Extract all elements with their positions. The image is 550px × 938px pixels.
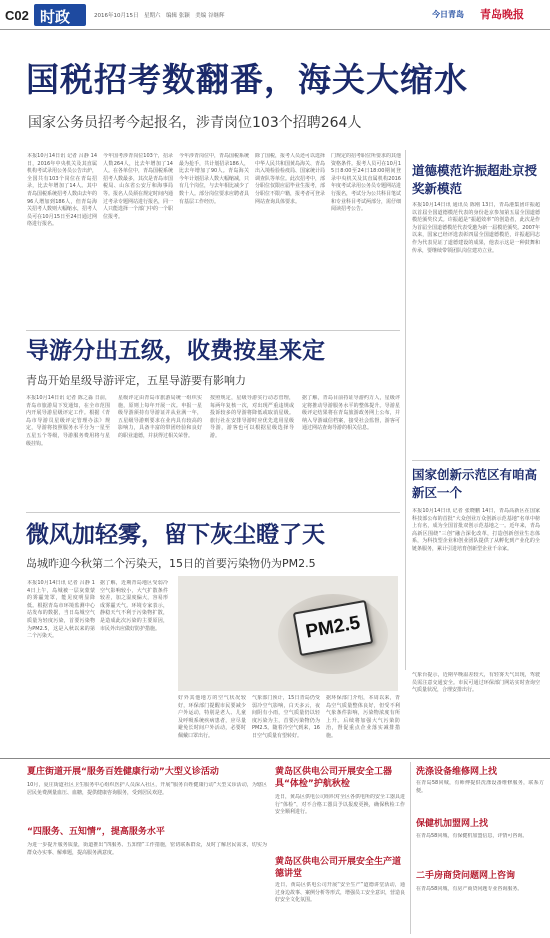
bottom-item-3-title: 黄岛区供电公司开展安全工器具“体检”护航秋检 bbox=[275, 767, 393, 789]
article2-col-4: 据了解，青岛目前持证导游约万人，星级评定将推动导游服务水平的整体提升。导游星级评定结果将在青岛旅游政务网上公布，并纳入导游诚信档案，接受社会监督，游客可通过网站查询导游的相关信息。 bbox=[302, 395, 400, 432]
bottom-item-2-body: 为进一步提升服务质量，街道推出“四服务、五知情”工作措施，密切联系群众，及时了解居民需求，切实为群众办实事、解难题，提高服务满意度。 bbox=[27, 842, 267, 856]
pm25-label: PM2.5 bbox=[304, 612, 362, 643]
article3-divider bbox=[26, 512, 400, 513]
article3-col-5: 据环保部门介绍，本周以来，青岛空气质量整体良好，但受不利气象条件影响，污染物浓度有所上升。后续将加强大气污染防治，督促重点企业落实减排措施。 bbox=[326, 695, 400, 739]
brand-label: 今日青岛 bbox=[432, 10, 464, 19]
bottom-item-2-title: “四服务、五知情”，提高服务水平 bbox=[27, 827, 165, 837]
bottom-item-6-title: 保健机加盟网上找 bbox=[416, 819, 489, 829]
bottom-item-4-body: 近日，黄岛区供电公司开展“安全生产”道德讲堂活动，通过身边故事、案例分析等形式，增强员工安全意识，营造良好安全文化氛围。 bbox=[275, 882, 405, 904]
bottom-item-1-body: 10月，夏庄街道社区卫生服务中心组织医护人员深入社区，开展“服务百姓健康行动”大型义诊活动，为辖区居民免费测量血压、血糖，提供健康咨询服务，受到居民欢迎。 bbox=[27, 782, 267, 796]
side1-body: 本报10月14日讯 通讯员 陈刚 13日，青岛港集团许振超以首届全国道德模范代表的身份赴京参加第五届全国道德模范颁奖仪式。许振超是“振超效率”的创造者，此次是作为首届全国道德模范代表受邀为新一届模范颁奖。2007年以来，国家已经评选表彰四届全国道德模范，许振超同志作为代表见证了道德建设的成果，他表示这是一种鼓舞和传承，要继续带领团队岗位建功立业。 bbox=[412, 202, 540, 254]
side2-body: 本报10月14日讯 记者 张晓鹏 14日，青岛高新区在国家科技部公布的首批“大众创业万众创新示范基地”名单中榜上有名，成为全国首批双创示范基地之一。近年来，青岛高新区围绕“三创”融合深化改革，打造创新创业生态体系，为科技型企业和创业团队提供了从孵化到产业化的全链条服务，累计引进培育创新型企业千余家。 bbox=[412, 508, 540, 552]
side2-headline: 国家创新示范区有咱高新区一个 bbox=[412, 467, 538, 500]
bottom-item-7-title: 二手房商贷问题网上咨询 bbox=[416, 871, 516, 881]
lead-col-4: 除了国税，报考人员还可以选择中华人民共和国黄岛海关、青岛出入境检验检疫局、国家统计局调查队等单位。此次招考中，部分职位仅限应届毕业生报考，部分职位不限户籍，报考者可登录网站查询具体要求。 bbox=[255, 153, 325, 205]
article3-col-1: 本报10月14日讯 记者 吕静 14日上午，岛城被一层灰蒙蒙的雾霾笼罩，能见度明显降低。根据青岛市环境监测中心站发布的数据，当日岛城空气质量为轻度污染，首要污染物为PM2.5，这是入秋以来的第二个污染天。 bbox=[27, 580, 95, 640]
article2-col-1: 本报10月14日讯 记者 陈之淼 日前，青岛市旅游局下发通知，在全市范围内开展导游星级评定工作。根据《青岛市导游员星级评定管理办法》规定，导游将按照服务水平分为一星至五星五个等级，导游服务费用将与星级挂钩。 bbox=[26, 395, 110, 447]
side-separator bbox=[412, 460, 540, 461]
newspaper-logo: 青岛晚报 bbox=[480, 8, 524, 21]
lead-col-3: 今年涉青岗位中，青岛国税系统最为抢手，共计划招录186人，比去年增加了90人。青岛海关今年计划招录人数大幅缩减，只有几个岗位，与去年相比减少了数十人。部分岗位要求应聘者具有基层工作经历。 bbox=[179, 153, 249, 205]
article3-col-6: 气象台提示，近期早晚温差较大，有轻雾天气出现，驾驶员需注意交通安全。市民可通过环保部门网站实时查询空气质量状况，合理安排出行。 bbox=[412, 672, 540, 694]
header-divider bbox=[0, 29, 550, 30]
article2-col-2: 星级评定由青岛市旅游局统一组织实施，原则上每年开展一次。申报一星级导游须持有导游证并从业满一年，五星级导游则要求在业内具有较高的影响力，具备丰富的带团经验和良好的职业道德，并获得过相关荣誉。 bbox=[118, 395, 202, 439]
bottom-divider bbox=[0, 758, 550, 759]
article3-col-4: 气象部门预计，15日青岛仍受弱冷空气影响，白天多云，夜间阴有小雨，空气质量仍以轻度污染为主，首要污染物仍为PM2.5。随着冷空气到来，16日空气质量有望转好。 bbox=[252, 695, 320, 739]
lead-headline: 国税招考数翻番，海关大缩水 bbox=[26, 60, 468, 99]
bottom-item-6-body: 在青岛58同城，有保健机加盟信息，详情可咨询。 bbox=[416, 833, 528, 839]
article3-col-3: 好外其他地方的空气状况较好，环保部门提醒市民要减少户外运动，特别是老人、儿童及呼吸系统疾病患者，应尽量避免长时间户外活动，必要时佩戴口罩出行。 bbox=[178, 695, 246, 739]
bottom-right-divider bbox=[410, 762, 411, 934]
article2-col-3: 按照规定，星级导游实行动态管理，每两年复核一次，对出现严重违规或投诉较多的导游将降低或取消星级。旅行社在安排导游时应优先选用星级导游，游客也可以根据星级选择导游。 bbox=[210, 395, 294, 439]
page-header bbox=[0, 0, 550, 30]
article3-col-2: 据了解，近期青岛地区受弱冷空气影响较小，大气扩散条件较差，加之湿度偏大，容易形成雾霾天气。环境专家表示，静稳天气不利于污染物扩散，是造成此次污染的主要原因，市民外出应做好防护措施。 bbox=[100, 580, 168, 632]
bottom-item-1-title: 夏庄街道开展“服务百姓健康行动”大型义诊活动 bbox=[27, 767, 219, 777]
article2-divider bbox=[26, 330, 400, 331]
article2-subtitle: 青岛开始星级导游评定，五星导游要有影响力 bbox=[26, 374, 246, 387]
bottom-item-5-body: 在青岛58同城，有师傅提供洗涤设备维修服务，联系方便。 bbox=[416, 780, 544, 794]
side1-headline: 道德模范许振超赴京授奖新模范 bbox=[412, 163, 538, 196]
pm25-illustration bbox=[178, 576, 398, 691]
article3-headline: 微风加轻雾，留下灰尘瞪了天 bbox=[26, 521, 325, 548]
article2-headline: 导游分出五级，收费按星来定 bbox=[26, 337, 325, 364]
lead-col-5: 门规定的招考职位所要求的其他资格条件。报考人员可在10月15日8:00至24日18:00期间登录中央机关及其直属机构2016年度考试录用公务员专题网站进行报名，考试分为公共科目笔试和专业科目考试两部分，需仔细阅读招考公告。 bbox=[331, 153, 401, 213]
article3-subtitle: 岛城昨迎今秋第二个污染天，15日的首要污染物仍为PM2.5 bbox=[26, 557, 316, 570]
lead-subtitle: 国家公务员招考今起报名，涉青岗位103个招聘264人 bbox=[28, 115, 362, 131]
bottom-item-7-body: 在青岛58同城，有房产商贷问题专业咨询服务。 bbox=[416, 886, 523, 892]
bottom-item-3-body: 近日，黄岛区供电公司组织对全区各供电所的安全工器具进行“体检”，对不合格工器具予以报废更换，确保秋检工作安全顺利进行。 bbox=[275, 794, 405, 816]
section-label: 时政 bbox=[40, 8, 71, 26]
lead-col-1: 本报10月14日讯 记者 吕静 14日，2016年中央机关及其直属机构考试录用公务员公告出炉，全国共有103个岗位在青岛招录，比去年增加了14人。其中青岛国税系统招考人数由去年的96人增加到186人，但青岛海关招考人数则大幅缩水，招考人员可在10月15日至24日通过网络进行报名。 bbox=[27, 153, 97, 228]
sidebar-divider bbox=[405, 150, 406, 670]
bottom-item-4-title: 黄岛区供电公司开展安全生产道德讲堂 bbox=[275, 857, 402, 879]
date-line: 2016年10月15日 星期六 编辑 张颖 美编 谷继辉 bbox=[94, 13, 225, 19]
bottom-item-5-title: 洗涤设备维修网上找 bbox=[416, 767, 498, 777]
page-number: C02 bbox=[5, 8, 29, 23]
lead-col-2: 今年国考涉青岗位103个，招录人数264人，比去年增加了14人。在各单位中，青岛国税系统招考人数最多，其次是青岛市国税局、山东省公安厅和海事局等。报名人员须在规定时间内通过考录专题网站进行报名，同一人只能选择一个部门中的一个职位报考。 bbox=[103, 153, 173, 220]
